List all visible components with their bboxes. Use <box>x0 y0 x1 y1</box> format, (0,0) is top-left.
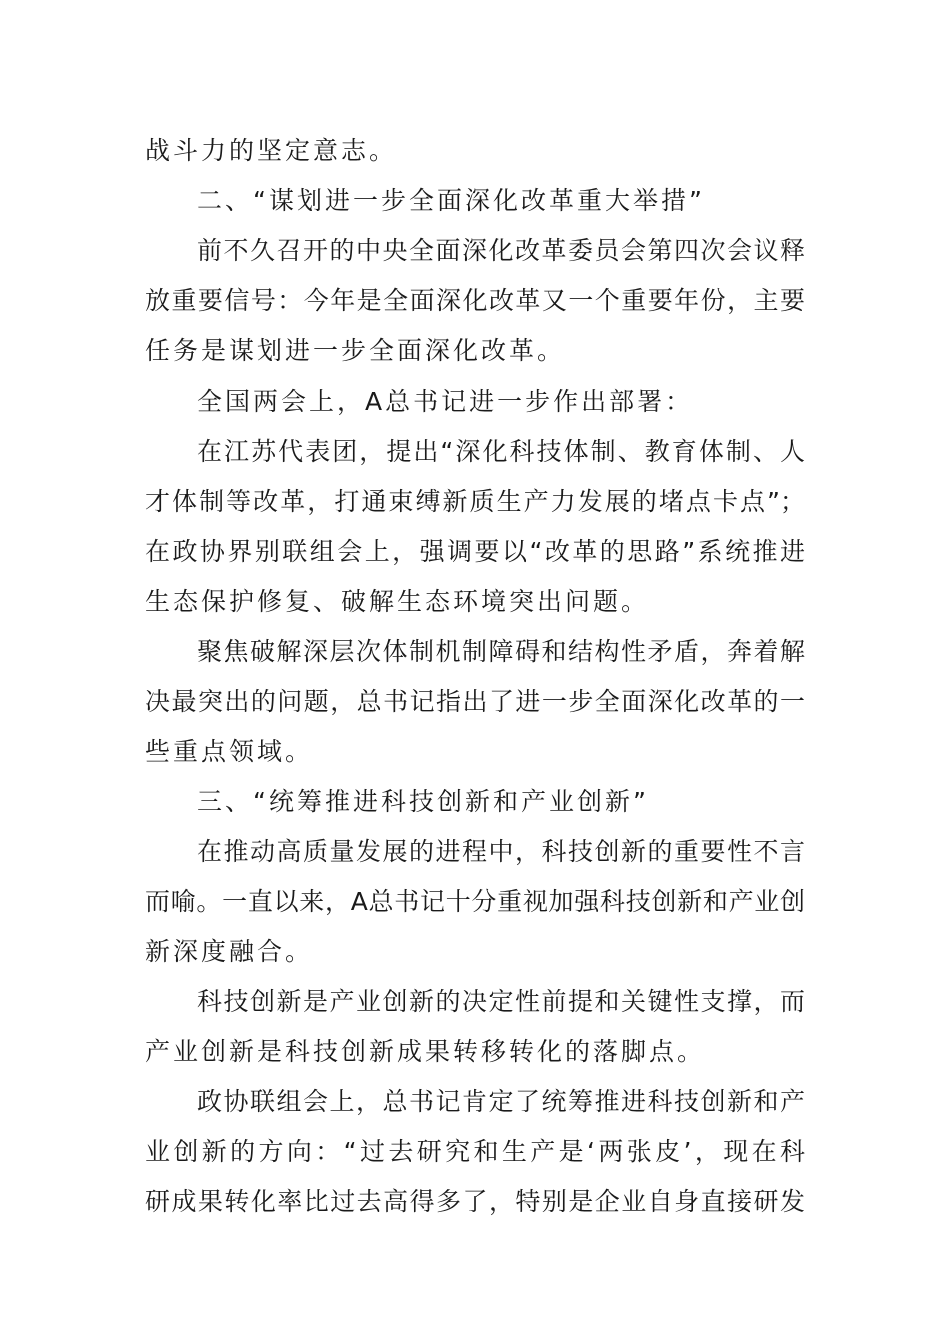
text-line: 些重点领域。 <box>145 737 314 766</box>
text-line: 在政协界别联组会上，强调要以“改革的思路”系统推进 <box>145 537 805 566</box>
text-line: 政协联组会上，总书记肯定了统筹推进科技创新和产 <box>197 1087 805 1116</box>
text-line: 研成果转化率比过去高得多了，特别是企业自身直接研发 <box>145 1187 805 1216</box>
text-line: 全国两会上，A总书记进一步作出部署： <box>197 387 694 416</box>
text-line: 而喻。一直以来，A总书记十分重视加强科技创新和产业创 <box>145 887 805 916</box>
text-line: 战斗力的坚定意志。 <box>145 136 398 165</box>
text-line: 在江苏代表团，提出“深化科技体制、教育体制、人 <box>197 437 805 466</box>
text-line: 产业创新是科技创新成果转移转化的落脚点。 <box>145 1037 706 1066</box>
text-line: 在推动高质量发展的进程中，科技创新的重要性不言 <box>197 837 805 866</box>
section-heading: 二、“谋划进一步全面深化改革重大举措” <box>197 186 705 215</box>
text-line: 放重要信号：今年是全面深化改革又一个重要年份，主要 <box>145 286 805 315</box>
section-heading: 三、“统筹推进科技创新和产业创新” <box>197 787 649 816</box>
text-line: 才体制等改革，打通束缚新质生产力发展的堵点卡点”； <box>145 487 805 516</box>
text-line: 聚焦破解深层次体制机制障碍和结构性矛盾，奔着解 <box>197 637 805 666</box>
text-line: 前不久召开的中央全面深化改革委员会第四次会议释 <box>197 236 805 265</box>
text-line: 业创新的方向：“过去研究和生产是‘两张皮’，现在科 <box>145 1137 805 1166</box>
text-line: 生态保护修复、破解生态环境突出问题。 <box>145 587 650 616</box>
text-line: 任务是谋划进一步全面深化改革。 <box>145 336 566 365</box>
text-line: 决最突出的问题，总书记指出了进一步全面深化改革的一 <box>145 687 805 716</box>
text-line: 新深度融合。 <box>145 937 314 966</box>
text-line: 科技创新是产业创新的决定性前提和关键性支撑，而 <box>197 987 805 1016</box>
